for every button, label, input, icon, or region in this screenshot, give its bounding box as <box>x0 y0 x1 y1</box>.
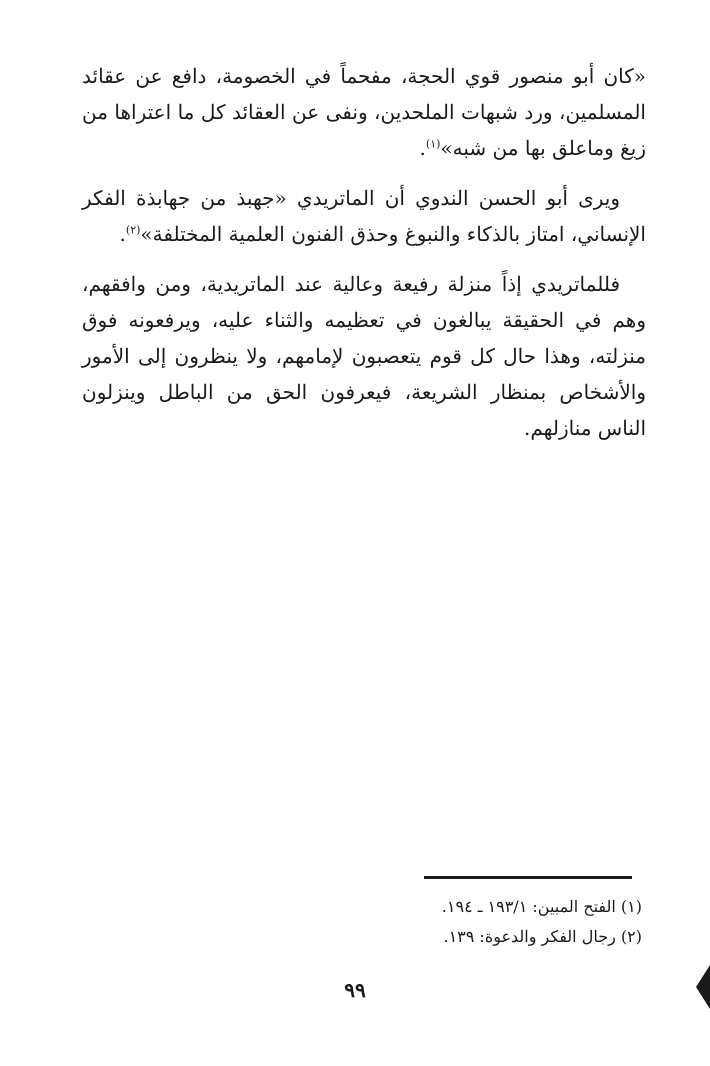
paragraph-2-text: ويرى أبو الحسن الندوي أن الماتريدي «جهبذ من جهابذة الفكر الإنساني، امتاز بالذكاء والنبوغ وحذق الفنون العلمية المختلفة» <box>82 186 646 246</box>
footnote-ref-1: (١) <box>425 137 441 151</box>
footnotes <box>82 892 642 952</box>
footnote-2: (٢) رجال الفكر والدعوة: ١٣٩. <box>443 927 642 946</box>
paragraph-2 <box>82 180 646 252</box>
page-edge-marker <box>696 965 710 1009</box>
paragraph-2-end: . <box>119 222 126 246</box>
footnote-1: (١) الفتح المبين: ١٩٣/١ ـ ١٩٤. <box>441 897 642 916</box>
paragraph-3 <box>82 266 646 446</box>
footnote-ref-2: (٢) <box>125 223 141 237</box>
main-text <box>82 58 646 460</box>
footnote-divider <box>424 876 632 879</box>
paragraph-1-text: «كان أبو منصور قوي الحجة، مفحماً في الخصومة، دافع عن عقائد المسلمين، ورد شبهات الملحدين، ونفى عن العقائد كل ما اعتراها من زيغ وماعلق بها من شبه» <box>82 64 646 160</box>
paragraph-1 <box>82 58 646 166</box>
paragraph-1-end: . <box>419 136 426 160</box>
paragraph-3-text: فللماتريدي إذاً منزلة رفيعة وعالية عند الماتريدية، ومن وافقهم، وهم في الحقيقة يبالغون في تعظيمه والثناء عليه، ويرفعونه فوق منزلته، وهذا حال كل قوم يتعصبون لإمامهم، ولا ينظرون إلى الأمور والأشخاص بمنظار الشريعة، فيعرفون الحق من الباطل وينزلون الناس منازلهم. <box>82 272 646 440</box>
page-number: ٩٩ <box>344 978 366 1002</box>
